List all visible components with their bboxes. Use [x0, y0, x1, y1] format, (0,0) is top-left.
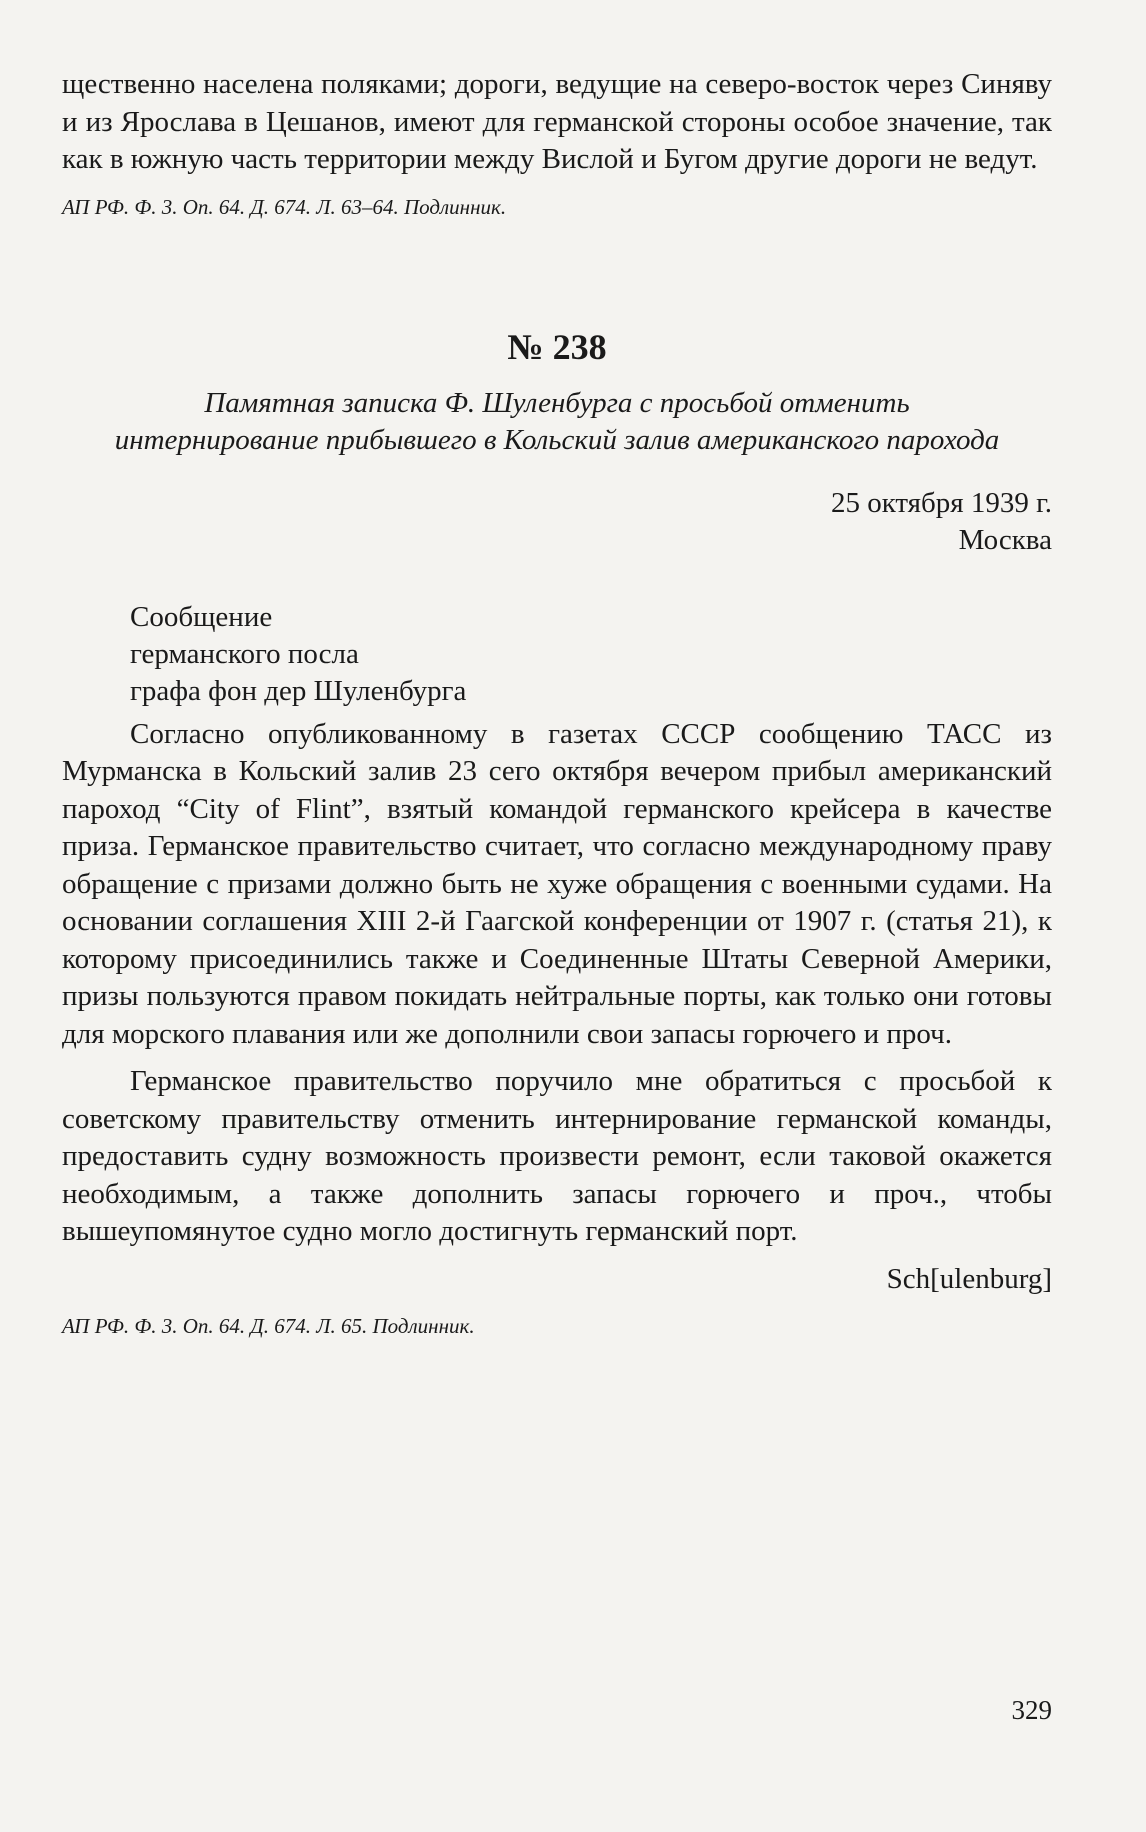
body-paragraph-2: Германское правительство поручило мне обратиться с просьбой к советскому правительству отменить интернирование германской команды, предоставить судну возможность произвести ремонт, если таковой окажется необходимым, а также дополнить запасы горючего и проч., чтобы вышеупомянутое судно могло достигнуть германский порт. [62, 1065, 1052, 1247]
addressee-line: графа фон дер Шуленбурга [130, 674, 467, 707]
document-title: Памятная записка Ф. Шуленбурга с просьбой отменить интернирование прибывшего в Кольский залив американского парохода [114, 386, 1000, 456]
continued-paragraph: щественно населена поляками; дороги, ведущие на северо-восток через Синяву и из Ярослава в Цешанов, имеют для германской стороны особое значение, так как в южную часть территории между Вислой и Бугом другие дороги не ведут. [62, 68, 1052, 175]
document-number: № 238 [507, 326, 607, 367]
addressee-line: германского посла [130, 637, 359, 670]
page-number: 329 [1011, 1695, 1052, 1725]
body-paragraph-1: Согласно опубликованному в газетах СССР сообщению ТАСС из Мурманска в Кольский залив 23 сего октября вечером прибыл американский пароход “City of Flint”, взятый командой германского крейсера в качестве приза. Германское правительство считает, что согласно международному праву обращение с призами должно быть не хуже обращения с военными судами. На основании соглашения XIII 2-й Гаагской конференции от 1907 г. (статья 21), к которому присоединились также и Соединенные Штаты Северной Америки, призы пользуются правом покидать нейтральные порты, как только они готовы для морского плавания или же дополнили свои запасы горючего и проч. [62, 717, 1052, 1050]
archive-reference-1: АП РФ. Ф. 3. Оп. 64. Д. 674. Л. 63–64. Подлинник. [62, 194, 507, 219]
signature: Sch[ulenburg] [886, 1262, 1052, 1295]
date-place-block [62, 485, 1052, 559]
archive-reference-2: АП РФ. Ф. 3. Оп. 64. Д. 674. Л. 65. Подлинник. [62, 1313, 475, 1338]
addressee-line: Сообщение [130, 600, 273, 633]
document-date: 25 октября 1939 г. [830, 486, 1052, 519]
document-place: Москва [958, 523, 1052, 556]
addressee-block [130, 599, 1052, 710]
